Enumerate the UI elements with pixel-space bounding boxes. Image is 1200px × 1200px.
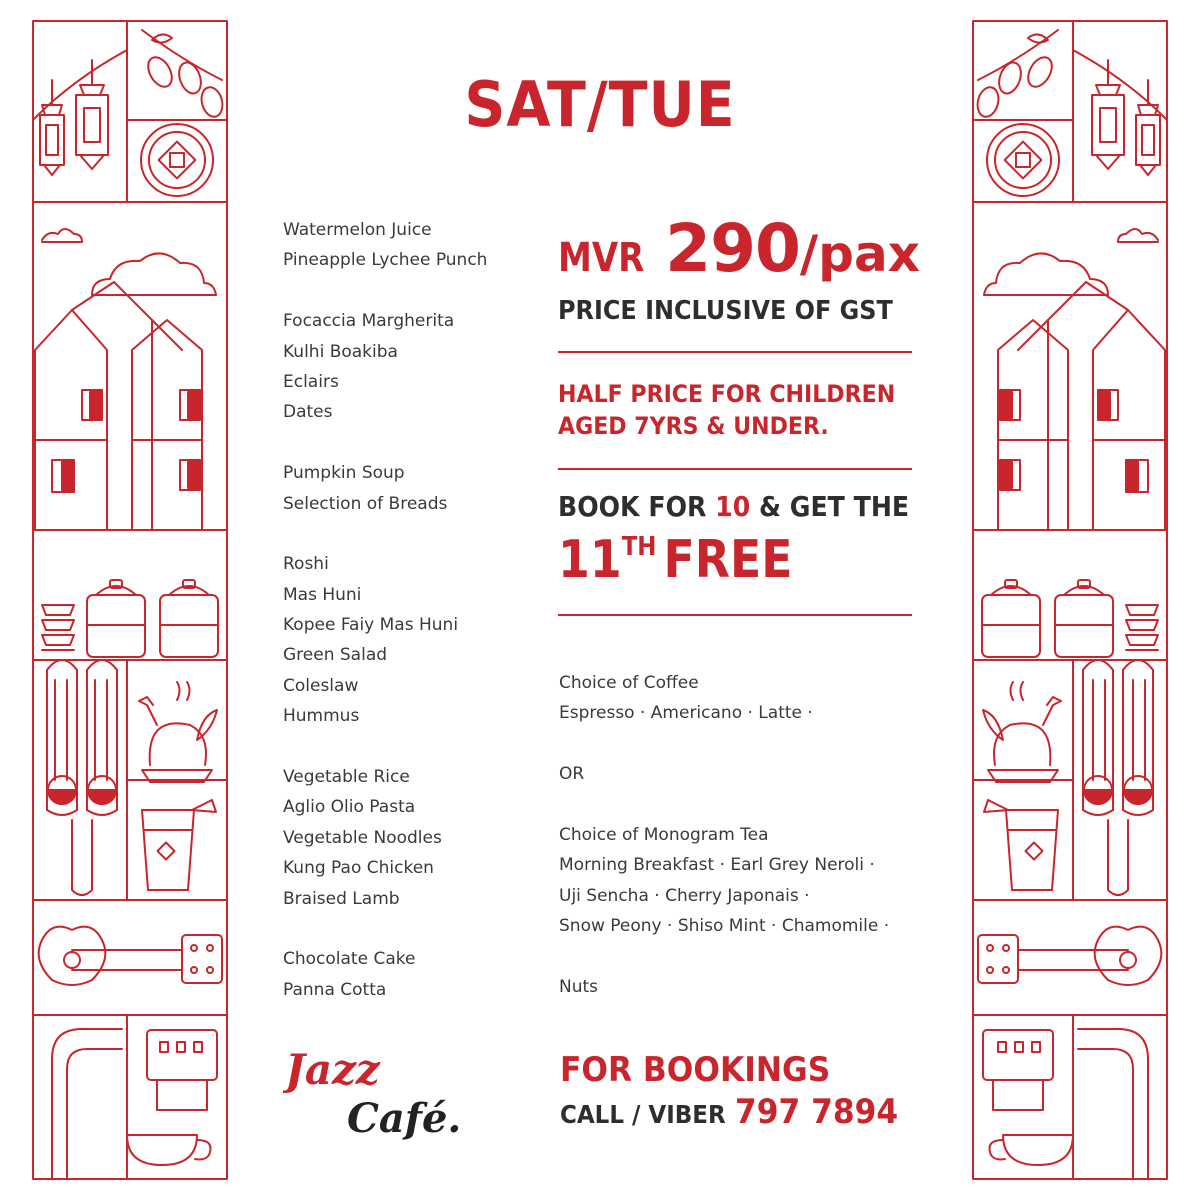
tea-options-line1: Morning Breakfast · Earl Grey Neroli · xyxy=(559,855,875,876)
children-offer xyxy=(558,378,895,442)
menu-item: Kopee Faiy Mas Huni xyxy=(283,615,459,636)
group-offer-suffix: & GET THE xyxy=(759,490,910,523)
children-offer-line2: AGED 7YRS & UNDER. xyxy=(558,412,829,440)
price-amount: 290 xyxy=(665,210,800,287)
divider xyxy=(558,468,912,470)
menu-item: Hummus xyxy=(283,706,360,727)
jazz-cafe-logo xyxy=(283,1040,473,1140)
menu-item: Panna Cotta xyxy=(283,979,387,1000)
divider xyxy=(558,351,912,353)
tea-heading: Choice of Monogram Tea xyxy=(559,824,769,845)
menu-item: Green Salad xyxy=(283,645,388,666)
logo-line2: Café. xyxy=(347,1095,462,1140)
bookings-heading: FOR BOOKINGS xyxy=(560,1050,831,1090)
price-currency: MVR xyxy=(558,235,645,281)
menu-item: Selection of Breads xyxy=(283,493,448,514)
menu-item: Eclairs xyxy=(283,371,339,392)
price-block xyxy=(558,210,918,287)
gst-note: PRICE INCLUSIVE OF GST xyxy=(558,296,893,326)
menu-item: Pumpkin Soup xyxy=(283,463,405,484)
menu-item: Pineapple Lychee Punch xyxy=(283,250,488,271)
free-offer xyxy=(558,530,793,590)
coffee-heading: Choice of Coffee xyxy=(559,673,699,693)
menu-item: Kulhi Boakiba xyxy=(283,341,398,362)
menu-item: Focaccia Margherita xyxy=(283,311,455,332)
free-word: FREE xyxy=(663,530,793,590)
contact-label: CALL / VIBER xyxy=(560,1100,726,1129)
coffee-options: Espresso · Americano · Latte · xyxy=(559,703,813,724)
menu-item: Roshi xyxy=(283,554,329,575)
menu-item: Braised Lamb xyxy=(283,888,400,909)
menu-item: Coleslaw xyxy=(283,675,359,696)
phone-number[interactable]: 797 7894 xyxy=(734,1092,899,1132)
group-offer-prefix: BOOK FOR xyxy=(558,490,707,523)
free-ordinal-suffix: TH xyxy=(621,532,657,562)
decorative-panel-right xyxy=(972,20,1168,1180)
menu-item: Aglio Olio Pasta xyxy=(283,797,416,818)
decorative-panel-left xyxy=(32,20,228,1180)
free-ordinal-number: 11 xyxy=(558,530,622,590)
menu-item: Dates xyxy=(283,402,333,423)
price-unit: /pax xyxy=(799,225,920,283)
logo-line1: Jazz xyxy=(285,1045,380,1094)
menu-item: Watermelon Juice xyxy=(283,220,432,240)
drinks-list xyxy=(559,668,939,1002)
menu-list xyxy=(283,215,533,1005)
tea-options-line3: Snow Peony · Shiso Mint · Chamomile · xyxy=(559,916,890,937)
tea-options-line2: Uji Sencha · Cherry Japonais · xyxy=(559,885,810,906)
menu-item: Kung Pao Chicken xyxy=(283,858,434,879)
allergen-note: Nuts xyxy=(559,976,599,997)
divider xyxy=(558,614,912,616)
menu-item: Mas Huni xyxy=(283,584,362,605)
page-title: SAT/TUE xyxy=(464,68,736,141)
drinks-or: OR xyxy=(559,764,585,785)
menu-item: Vegetable Noodles xyxy=(283,827,442,848)
group-offer xyxy=(558,490,909,523)
menu-item: Chocolate Cake xyxy=(283,949,416,970)
group-offer-count: 10 xyxy=(715,490,751,523)
children-offer-line1: HALF PRICE FOR CHILDREN xyxy=(558,380,896,408)
menu-item: Vegetable Rice xyxy=(283,767,410,788)
contact-line xyxy=(560,1092,898,1132)
